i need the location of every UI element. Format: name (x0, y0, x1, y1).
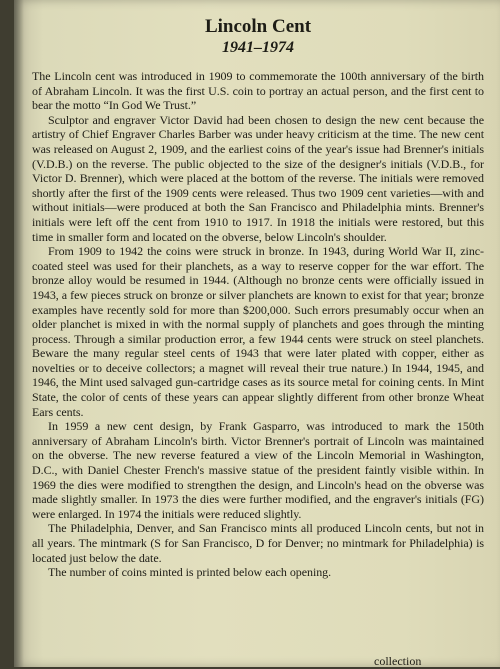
page-subtitle: 1941–1974 (222, 39, 294, 56)
paragraph-design-history: Sculptor and engraver Victor David had been chosen to design the new cent because the artistry of Chief Engraver Charles Barber was under heavy criticism at the time. The new cent was released on August 2, 1909, and the earliest coins of the year's issue had Brenner's initials (V.D.B.) on the reverse. The public objected to the size of the designer's initials (V.D.B., for Victor D. Brenner), which were placed at the bottom of the reverse. The initials were removed shortly after the first of the 1909 cents were released. Thus two 1909 cent varieties—with and without initials—were produced at both the San Francisco and Philadelphia mints. Brenner's initials were left off the cent from 1910 to 1917. In 1918 the initials were restored, but this time in smaller form and located on the obverse, below Lincoln's shoulder. (32, 112, 484, 244)
paragraph-1959-design: In 1959 a new cent design, by Frank Gasparro, was introduced to mark the 150th anniversary of Abraham Lincoln's birth. Victor Brenner's portrait of Lincoln was maintained on the obverse. The new reverse featured a view of the Lincoln Memorial in Washington, D.C., with Daniel Chester French's massive statue of the president faintly visible within. In 1969 the dies were modified to strengthen the design, and Lincoln's head on the obverse was made slightly smaller. In 1973 the dies were further modified, and the engraver's initials (FG) were enlarged. In 1974 the initials were reduced slightly. (32, 419, 484, 521)
paragraph-mintage-note: The number of coins minted is printed below each opening. (48, 565, 332, 580)
paragraph-intro: The Lincoln cent was introduced in 1909 to commemorate the 100th anniversary of the birth of Abraham Lincoln. It was the first U.S. coin to portray an actual person, and the first cent to bear the motto “In God We Trust.” (32, 69, 484, 113)
paragraph-composition: From 1909 to 1942 the coins were struck in bronze. In 1943, during World War II, zinc-coated steel was used for their planchets, as a way to reserve copper for the war effort. The bronze alloy would be resumed in 1944. (Although no bronze cents were officially issued in 1943, a few pieces struck on bronze or silver planchets are known to exist for that year; bronze examples have recently sold for more than $200,000. Such errors presumably occur when an older planchet is mixed in with the normal supply of planchets and goes through the minting process. Through a similar production error, a few 1944 cents were struck on steel planchets. Beware the many regular steel cents of 1943 that were later plated with copper, either as novelties or to deceive collectors; a magnet will reveal their true nature.) In 1944, 1945, and 1946, the Mint used salvaged gun-cartridge cases as its source metal for coining cents. In Mint State, the color of cents of these years can appear slightly different from other bronze Wheat Ears cents. (32, 244, 484, 419)
next-page-fragment: collection (374, 654, 422, 668)
page-title: Lincoln Cent (204, 16, 312, 37)
paragraph-mintmarks: The Philadelphia, Denver, and San Francisco mints all produced Lincoln cents, but not in all years. The mintmark (S for San Francisco, D for Denver; no mintmark for Philadelphia) is located just below the date. (32, 521, 484, 565)
book-page (14, 0, 500, 667)
page-content (32, 16, 484, 580)
